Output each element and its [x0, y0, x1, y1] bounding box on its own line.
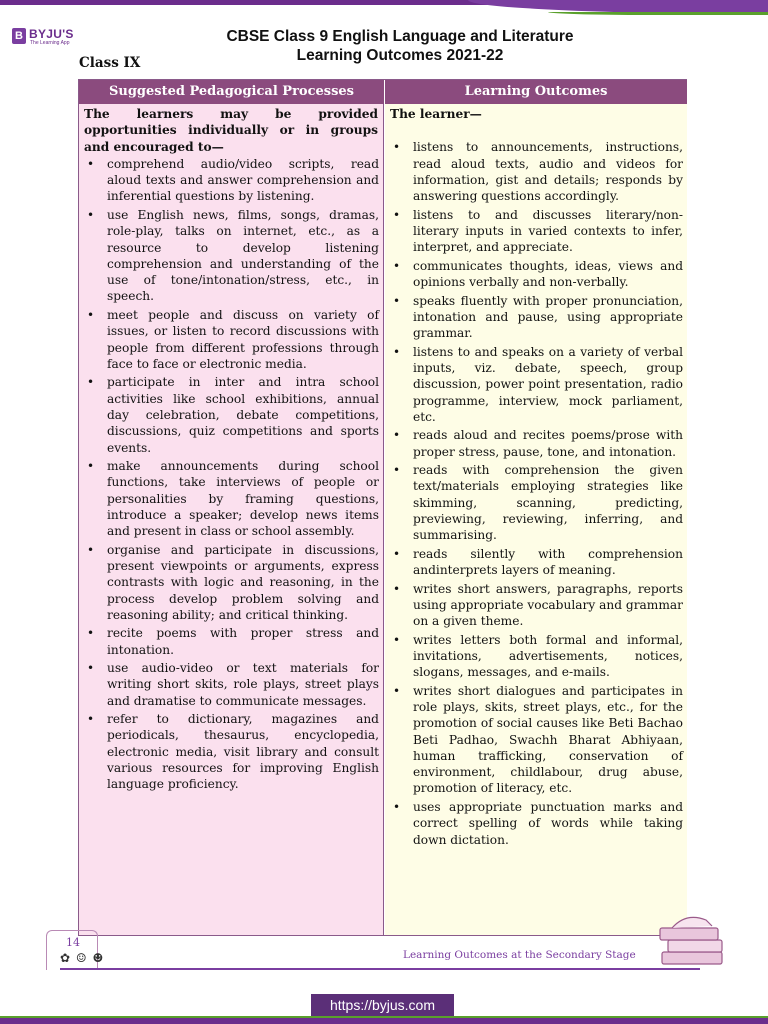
- list-item: [79, 542, 383, 623]
- list-item: [385, 293, 687, 342]
- bullet-icon: •: [393, 799, 401, 814]
- list-item-text: use English news, films, songs, dramas, role-play, talks on internet, etc., as a resource to develop listening comprehension and understanding of the use of tone/intonation/stress, etc., in speech.: [107, 207, 379, 304]
- bullet-icon: •: [393, 546, 401, 561]
- bullet-icon: •: [393, 293, 401, 308]
- list-item-text: listens to and speaks on a variety of verbal inputs, viz. debate, speech, group discussion, power point presentation, radio programme, interview, mock parliament, etc.: [413, 344, 683, 424]
- list-item: [385, 462, 687, 543]
- list-item: [79, 711, 383, 792]
- list-item: [385, 581, 687, 630]
- bullet-icon: •: [87, 307, 95, 322]
- bullet-icon: •: [87, 712, 95, 727]
- list-item: [385, 258, 687, 291]
- top-banner-accent: [548, 12, 768, 15]
- bullet-icon: •: [393, 258, 401, 273]
- list-item-text: organise and participate in discussions, present viewpoints or arguments, express contrasts with logic and reasoning, in the process develop problem solving and reasoning ability; and critical thinking.: [107, 542, 379, 622]
- list-item-text: writes short dialogues and participates in role plays, skits, street plays, etc., for the promotion of social causes like Beti Bachao Beti Padhao, Swachh Bharat Abhiyaan, human trafficking, conservation of environment, childlabour, drug abuse, promotion of literacy, etc.: [413, 683, 683, 796]
- list-item-text: reads aloud and recites poems/prose with proper stress, pause, tone, and intonation.: [413, 428, 683, 459]
- list-item-text: listens to and discusses literary/non-literary inputs in varied contexts to infer, interpret, and appreciate.: [413, 207, 683, 255]
- bullet-icon: •: [87, 375, 95, 390]
- outcomes-intro: The learner—: [390, 107, 482, 121]
- website-url-link[interactable]: https://byjus.com: [311, 994, 454, 1016]
- list-item: [385, 139, 687, 204]
- page-subtitle: Learning Outcomes 2021-22: [296, 47, 504, 64]
- list-item: [79, 307, 383, 372]
- list-item: [79, 458, 383, 539]
- bullet-icon: •: [87, 661, 95, 676]
- logo-mark-icon: B: [12, 28, 26, 44]
- pedagogical-intro: The learners may be provided opportunities individually or in groups and encouraged to—: [84, 107, 378, 154]
- bullet-icon: •: [393, 632, 401, 647]
- bullet-icon: •: [393, 207, 401, 222]
- list-item: [79, 156, 383, 205]
- logo-tagline: The Learning App: [30, 40, 70, 46]
- list-item-text: comprehend audio/video scripts, read aloud texts and answer comprehension and inferential questions by listening.: [107, 156, 379, 204]
- byjus-logo[interactable]: [12, 28, 78, 48]
- list-item-text: communicates thoughts, ideas, views and opinions verbally and non-verbally.: [413, 258, 683, 290]
- list-item-text: recite poems with proper stress and intonation.: [107, 626, 379, 657]
- class-label: Class IX: [79, 55, 141, 71]
- list-item-text: writes short answers, paragraphs, reports using appropriate vocabulary and grammar on a given theme.: [413, 581, 683, 629]
- list-item: [79, 374, 383, 455]
- list-item: [385, 683, 687, 797]
- top-banner: [0, 0, 768, 20]
- list-item-text: speaks fluently with proper pronunciation, intonation and pause, using appropriate grammar.: [413, 293, 683, 341]
- bullet-icon: •: [393, 140, 401, 155]
- list-item: [385, 427, 687, 460]
- list-item: [79, 207, 383, 305]
- bullet-icon: •: [393, 344, 401, 359]
- outcomes-column: [385, 104, 687, 935]
- outcomes-list: [385, 139, 687, 848]
- stacked-books-icon: [652, 900, 732, 980]
- page-number: 14: [66, 936, 80, 949]
- list-item: [385, 546, 687, 579]
- list-item-text: listens to announcements, instructions, read aloud texts, audio and videos for information, gist and details; responds by answering questions accordingly.: [413, 140, 683, 204]
- list-item: [385, 799, 687, 848]
- list-item-text: uses appropriate punctuation marks and correct spelling of words while taking down dictation.: [413, 799, 683, 847]
- reading-kids-icon: ✿ ☺ ☻: [60, 951, 105, 965]
- list-item: [79, 625, 383, 658]
- column-header-outcomes: Learning Outcomes: [385, 80, 687, 104]
- list-item-text: refer to dictionary, magazines and periodicals, thesaurus, encyclopedia, electronic media, visit library and consult various resources for improving English language proficiency.: [107, 712, 379, 792]
- list-item-text: reads silently with comprehension andinterprets layers of meaning.: [413, 546, 683, 578]
- bullet-icon: •: [393, 463, 401, 478]
- bullet-icon: •: [393, 581, 401, 596]
- list-item-text: writes letters both formal and informal, invitations, advertisements, notices, slogans, messages, and e-mails.: [413, 632, 683, 680]
- pedagogical-list: [79, 156, 383, 793]
- bottom-banner: [0, 1016, 768, 1024]
- outcomes-table: [78, 79, 687, 936]
- footer-divider: [60, 968, 700, 970]
- list-item: [385, 207, 687, 256]
- list-item: [385, 344, 687, 425]
- bottom-banner-accent: [0, 1016, 768, 1018]
- list-item-text: participate in inter and intra school activities like school exhibitions, annual day celebration, debate competitions, discussions, quiz competitions and sports events.: [107, 375, 379, 455]
- column-header-pedagogical: Suggested Pedagogical Processes: [79, 80, 384, 104]
- bullet-icon: •: [87, 156, 95, 171]
- list-item-text: use audio-video or text materials for writing short skits, role plays, street plays and dramatise to communicate messages.: [107, 661, 379, 708]
- pedagogical-column: [79, 104, 384, 935]
- bullet-icon: •: [87, 207, 95, 222]
- footer-caption: Learning Outcomes at the Secondary Stage: [403, 949, 636, 961]
- bullet-icon: •: [393, 683, 401, 698]
- list-item-text: reads with comprehension the given text/materials employing strategies like skimming, scanning, predicting, previewing, reviewing, inferring, and summarising.: [413, 463, 683, 543]
- logo-name: BYJU'S: [29, 27, 74, 41]
- list-item: [385, 632, 687, 681]
- bullet-icon: •: [87, 542, 95, 557]
- page-title: CBSE Class 9 English Language and Literature: [226, 28, 574, 45]
- list-item-text: make announcements during school functions, take interviews of people or personalities by framing questions, introduce a speaker; develop news items and present in class or school assembly.: [107, 458, 379, 539]
- bullet-icon: •: [87, 626, 95, 641]
- list-item-text: meet people and discuss on variety of issues, or listen to record discussions with people from different professions through face to face or electronic media.: [107, 307, 379, 371]
- list-item: [79, 660, 383, 709]
- bullet-icon: •: [87, 458, 95, 473]
- bullet-icon: •: [393, 428, 401, 443]
